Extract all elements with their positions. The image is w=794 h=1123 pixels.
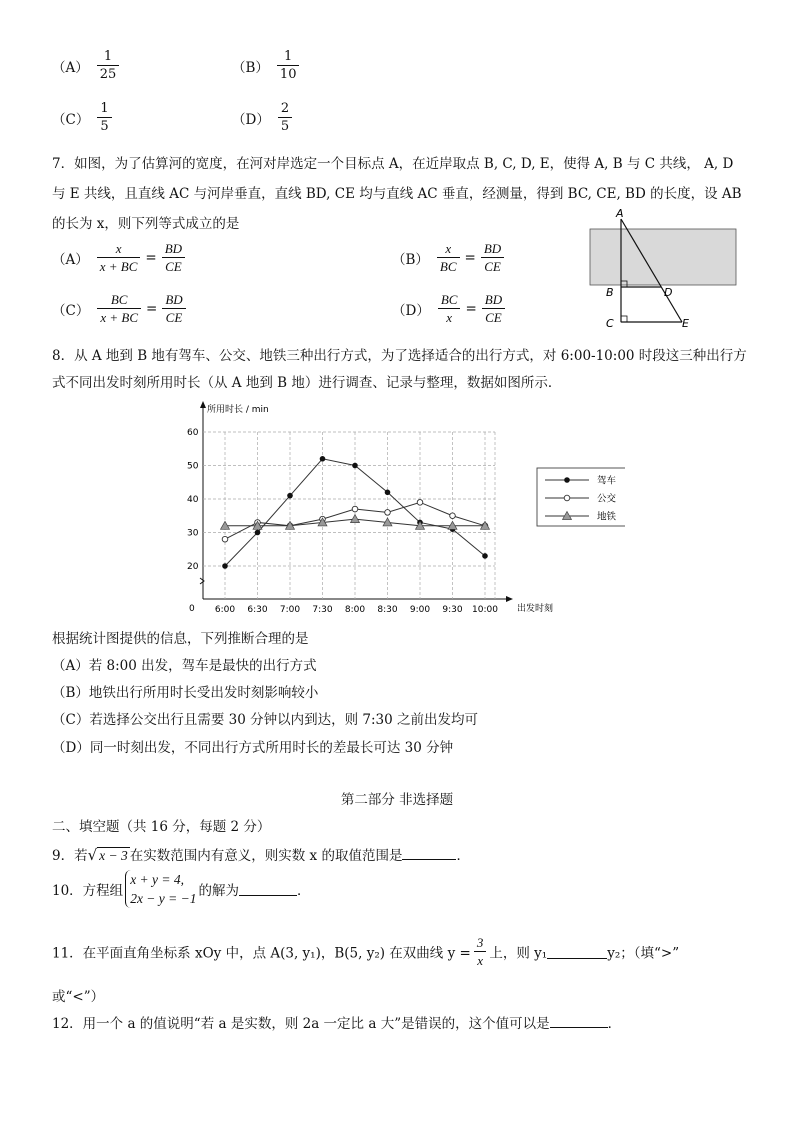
q7-line-1: 7．如图，为了估算河的宽度，在河对岸选定一个目标点 A，在近岸取点 B, C, D, E，使得 A, B 与 C 共线， A, D (52, 156, 734, 172)
answer-blank[interactable] (402, 846, 456, 860)
label-d: D (664, 286, 673, 299)
legend-label: 驾车 (597, 475, 617, 487)
q7-option-a: （A） $\frac{x}{x + BC}$ = $\frac{BD}{CE}$ (52, 240, 185, 275)
x-tick-label: 8:30 (377, 605, 398, 615)
q7-line-3: 的长为 x，则下列等式成立的是 (52, 216, 240, 232)
data-point (320, 456, 326, 462)
q6-option-b: （B） $\frac{1}{10}$ (232, 48, 299, 83)
x-axis-label: 出发时刻 (517, 604, 554, 614)
label-c: C (606, 317, 614, 330)
data-point (385, 510, 391, 516)
x-tick-label: 6:30 (247, 605, 268, 615)
q8-option-c: （C）若选择公交出行且需要 30 分钟以内到达，则 7:30 之前出发均可 (52, 712, 478, 728)
answer-blank[interactable] (547, 945, 607, 959)
label-b: B (606, 286, 614, 299)
data-point (417, 500, 423, 506)
fraction: $\frac{1}{5}$ (97, 100, 111, 135)
answer-blank[interactable] (239, 882, 297, 896)
data-point (385, 490, 391, 496)
q8-line-2: 式不同出发时刻所用时长（从 A 地到 B 地）进行调查、记录与整理，数据如图所示． (52, 375, 562, 391)
y-tick-label: 30 (187, 528, 199, 539)
q7-option-d: （D） $\frac{BC}{x}$ = $\frac{BD}{CE}$ (392, 291, 505, 326)
q6-option-d: （D） $\frac{2}{5}$ (232, 100, 292, 135)
equation-system: x + y = 4, 2x − y = −1 (125, 870, 196, 908)
data-point (482, 553, 488, 559)
fraction: $\frac{1}{25}$ (97, 48, 120, 83)
x-tick-label: 7:00 (279, 605, 301, 615)
sqrt-sign: √ (87, 846, 98, 864)
q10: 10．方程组 x + y = 4, 2x − y = −1 的解为 ． (52, 872, 311, 906)
river-band (590, 229, 736, 285)
section-heading: 二、填空题（共 16 分，每题 2 分） (52, 819, 271, 835)
q9: 9．若√ x − 3 在实数范围内有意义，则实数 x 的取值范围是 ． (52, 846, 470, 864)
part2-title: 第二部分 非选择题 (340, 792, 454, 808)
answer-blank[interactable] (550, 1014, 608, 1028)
data-point (450, 513, 456, 519)
data-point (352, 506, 358, 512)
label-a: A (616, 207, 624, 220)
origin-label: 0 (189, 604, 195, 614)
x-tick-label: 9:30 (442, 605, 463, 615)
q12: 12．用一个 a 的值说明“若 a 是实数，则 2a 一定比 a 大”是错误的，这个值可以是 ． (52, 1016, 622, 1032)
q8-question: 根据统计图提供的信息，下列推断合理的是 (52, 631, 309, 647)
data-point (287, 493, 293, 499)
data-point (221, 521, 230, 529)
y-axis-label: 所用时长 / min (207, 405, 269, 415)
travel-time-chart (165, 396, 625, 618)
fraction: $\frac{1}{10}$ (277, 48, 300, 83)
x-tick-label: 6:00 (214, 605, 236, 615)
data-point (351, 515, 360, 523)
q7-option-b: （B） $\frac{x}{BC}$ = $\frac{BD}{CE}$ (392, 240, 504, 275)
data-point (352, 463, 358, 469)
y-axis-arrow (200, 401, 206, 408)
data-point (222, 563, 228, 569)
q7-line-2: 与 E 共线，且直线 AC 与河岸垂直，直线 BD, CE 均与直线 AC 垂直，经测量，得到 BC, CE, BD 的长度，设 AB (52, 186, 742, 202)
legend-marker (564, 477, 570, 483)
x-tick-label: 9:00 (409, 605, 431, 615)
q8-line-1: 8．从 A 地到 B 地有驾车、公交、地铁三种出行方式，为了选择适合的出行方式，对 6:00-10:00 时段这三种出行方 (52, 348, 747, 364)
y-tick-label: 20 (187, 562, 199, 572)
river-figure (588, 205, 738, 330)
y-tick-label: 60 (187, 428, 199, 438)
q11-line-2: 或“<”） (52, 989, 105, 1005)
x-axis-arrow (506, 596, 513, 602)
q11: 11．在平面直角坐标系 xOy 中，点 A(3, y₁)，B(5, y₂) 在双曲线 y = $\frac{3}{x}$ 上，则 y₁ y₂；（填“>” (52, 935, 680, 968)
legend-label: 公交 (597, 493, 617, 505)
legend-label: 地铁 (597, 511, 617, 523)
right-angle-c (621, 316, 627, 322)
y-tick-label: 40 (187, 495, 199, 505)
data-point (222, 536, 228, 542)
legend-marker (564, 495, 570, 501)
x-tick-label: 8:00 (344, 605, 366, 615)
q8-option-a: （A）若 8:00 出发，驾车是最快的出行方式 (52, 658, 317, 674)
data-point (448, 521, 457, 529)
label-e: E (682, 317, 689, 330)
q8-option-b: （B）地铁出行所用时长受出发时刻影响较小 (52, 685, 319, 701)
y-tick-label: 50 (187, 461, 199, 472)
fraction: $\frac{2}{5}$ (278, 100, 292, 135)
q6-option-a: （A） $\frac{1}{25}$ (52, 48, 119, 83)
q8-option-d: （D）同一时刻出发，不同出行方式所用时长的差最长可达 30 分钟 (52, 740, 454, 756)
q7-option-c: （C） $\frac{BC}{x + BC}$ = $\frac{BD}{CE}$ (52, 291, 186, 326)
q6-option-c: （C） $\frac{1}{5}$ (52, 100, 112, 135)
x-tick-label: 7:30 (312, 605, 333, 615)
x-tick-label: 10:00 (472, 605, 498, 615)
data-point (255, 530, 261, 536)
